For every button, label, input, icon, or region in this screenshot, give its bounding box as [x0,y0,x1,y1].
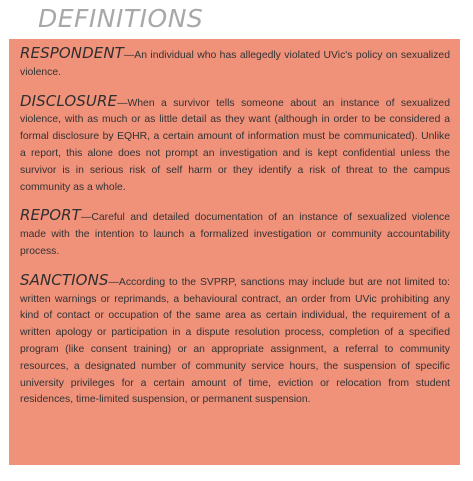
definition-text: When a survivor tells someone about an instance of sexualized violence, with as much or as little detail as they want (although in order to be considered a formal disclosure by EQHR, a certain amount of information must be communicated). Unlike a report, this alone does not prompt an investigation and is kept confidential unless the survivor is in serious risk of self harm or they identify a risk of threat to the campus community as a whole. [20,97,450,193]
definition-term: SANCTIONS [20,270,109,289]
definition-dash: — [80,212,92,224]
definition-text: An individual who has allegedly violated UVic's policy on sexualized violence. [20,50,450,78]
definition-disclosure [20,93,450,197]
definitions-box [9,39,460,465]
definition-dash: — [117,97,128,109]
definition-text: According to the SVPRP, sanctions may include but are not limited to: written warnings or reprimands, a behavioural contract, an order from UVic prohibiting any kind of contact or occupation of the same area as certain individual, the requirement of a written apology or participation in a dispute resolution process, completion of a specified program (like consent training) or an appropriate assignment, a referral to community resources, a designated number of community service hours, the suspension of specific university privileges for a certain amount of time, eviction or relocation from student residences, time-limited suspension, or permanent suspension. [20,276,450,406]
definition-text: Careful and detailed documentation of an instance of sexualized violence made with the intention to launch a formalized investigation or community accountability process. [20,212,450,257]
definition-respondent [20,45,450,82]
definition-dash: — [108,276,119,288]
definition-sanctions [20,272,450,409]
definition-report [20,207,450,260]
definition-term: RESPONDENT [20,44,124,62]
definition-term: REPORT [20,206,81,225]
definition-dash: — [123,50,135,61]
page-title: DEFINITIONS [38,4,204,33]
definition-term: DISCLOSURE [20,91,118,110]
